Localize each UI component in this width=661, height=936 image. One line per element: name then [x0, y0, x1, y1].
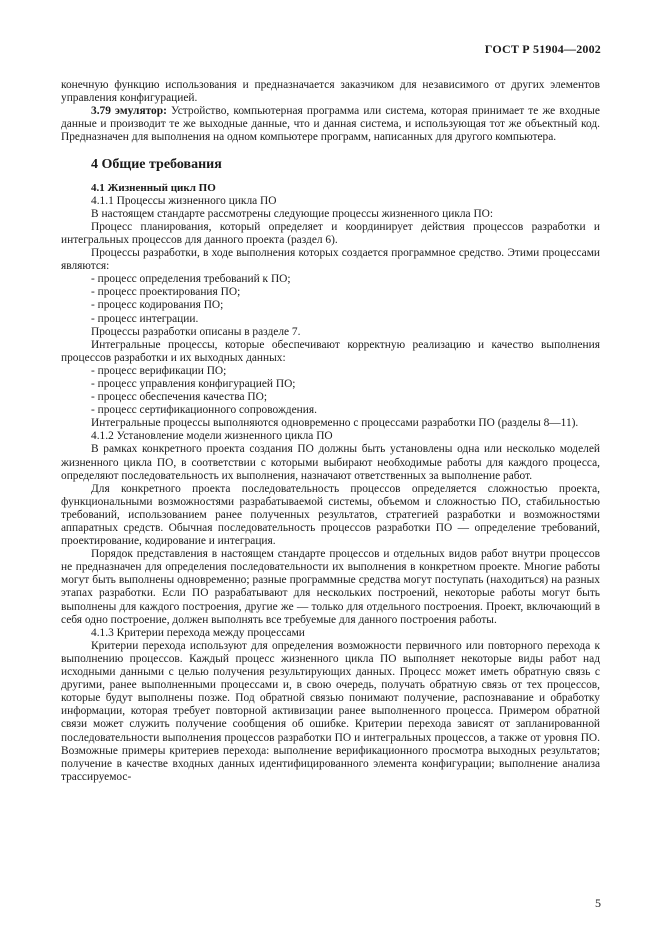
paragraph: В рамках конкретного проекта создания ПО должны быть установлены одна или несколько моделей жизненного цикла ПО, в соответствии с которыми выбирают необходимые работы для каждого процесса, определяют последовательность их выполнения, назначают ответственных за выполнение работ. — [61, 443, 600, 482]
paragraph: Процессы разработки, в ходе выполнения которых создается программное средство. Этими процессами являются: — [61, 247, 600, 273]
section-heading: 4 Общие требования — [91, 157, 222, 173]
clause-title: 4.1.2 Установление модели жизненного цикла ПО — [91, 430, 333, 443]
paragraph: Процесс планирования, который определяет и координирует действия процессов разработки и интегральных процессов для данного проекта (раздел 6). — [61, 220, 600, 246]
paragraph: В настоящем стандарте рассмотрены следующие процессы жизненного цикла ПО: — [91, 207, 494, 220]
list-item: - процесс верификации ПО; — [91, 364, 227, 377]
subsection-heading: 4.1 Жизненный цикл ПО — [91, 181, 216, 194]
paragraph: Интегральные процессы, которые обеспечивают корректную реализацию и качество выполнения процессов разработки и их выходных данных: — [61, 338, 600, 364]
list-item: - процесс интеграции. — [91, 312, 199, 325]
clause-title: 4.1.1 Процессы жизненного цикла ПО — [91, 194, 277, 207]
list-item: - процесс обеспечения качества ПО; — [91, 391, 267, 404]
page-header-standard-id: ГОСТ Р 51904—2002 — [484, 42, 601, 56]
document-body — [61, 79, 600, 784]
term-text: Устройство, компьютерная программа или система, которая принимает те же входные данные и производит те же выходные данные, что и данная система, и использующая тот же объектный код. Предназначен для выполнения на одном компьютере программ, написанных для другого компьютера. — [61, 105, 600, 144]
paragraph: Интегральные процессы выполняются одновременно с процессами разработки ПО (разделы 8—11). — [91, 417, 579, 430]
term-definition-emulator — [61, 105, 600, 144]
list-item: - процесс управления конфигурацией ПО; — [91, 377, 296, 390]
paragraph: Процессы разработки описаны в разделе 7. — [91, 325, 301, 338]
clause-title: 4.1.3 Критерии перехода между процессами — [91, 626, 305, 639]
list-item: - процесс сертификационного сопровождения. — [91, 404, 317, 417]
list-item: - процесс определения требований к ПО; — [91, 273, 291, 286]
paragraph: Для конкретного проекта последовательность процессов определяется сложностью проекта, функциональными возможностями разрабатываемой системы, объемом и сложностью ПО, стабильностью требований, использованием ранее полученных результатов, стратегией разработки и возможностями аппаратных средств. Обычная последовательность процессов разработки ПО — определение требований, проектирование, кодирование и интеграция. — [61, 482, 600, 548]
paragraph: Порядок представления в настоящем стандарте процессов и отдельных видов работ внутри процессов не предназначен для определения последовательности их выполнения в конкретном проекте. Многие работы могут быть выполнены одновременно; разные программные средства могут поступать (находиться) на разных этапах разработки. Если ПО разрабатывают для нескольких построений, некоторые работы могут быть выполнены для каждого построения, другие же — только для отдельного построения. Проект, включающий в себя одно построение, должен выполнять все требуемые для данного построения работы. — [61, 548, 600, 626]
term-label: 3.79 эмулятор: — [91, 105, 167, 118]
page-number: 5 — [595, 896, 601, 910]
list-item: - процесс кодирования ПО; — [91, 299, 224, 312]
paragraph: Критерии перехода используют для определения возможности первичного или повторного перехода к выполнению процессов. Каждый процесс жизненного цикла ПО выполняет некоторые виды работ над исходными данными с целью получения результирующих данных. Процесс может иметь обратную связь с другими, ранее выполненными процессами и, в свою очередь, получать обратную связь от тех процессов, которые будут выполнены позже. Под обратной связью понимают получение, распознавание и обработку информации, которая требует повторной активизации ранее выполненного процесса. Примером обратной связи может служить получение сообщения об ошибке. Критерии перехода зависят от запланированной последовательности выполнения процессов разработки ПО и интегральных процессов, а также от уровня ПО. Возможные примеры критериев перехода: выполнение верификационного просмотра выходных результатов; получение в качестве входных данных идентифицированного элемента конфигурации; выполнение анализа трассируемос- — [61, 639, 600, 783]
list-item: - процесс проектирования ПО; — [91, 286, 241, 299]
paragraph-continuation: конечную функцию использования и предназначается заказчиком для независимого от других элементов управления конфигурацией. — [61, 79, 600, 105]
